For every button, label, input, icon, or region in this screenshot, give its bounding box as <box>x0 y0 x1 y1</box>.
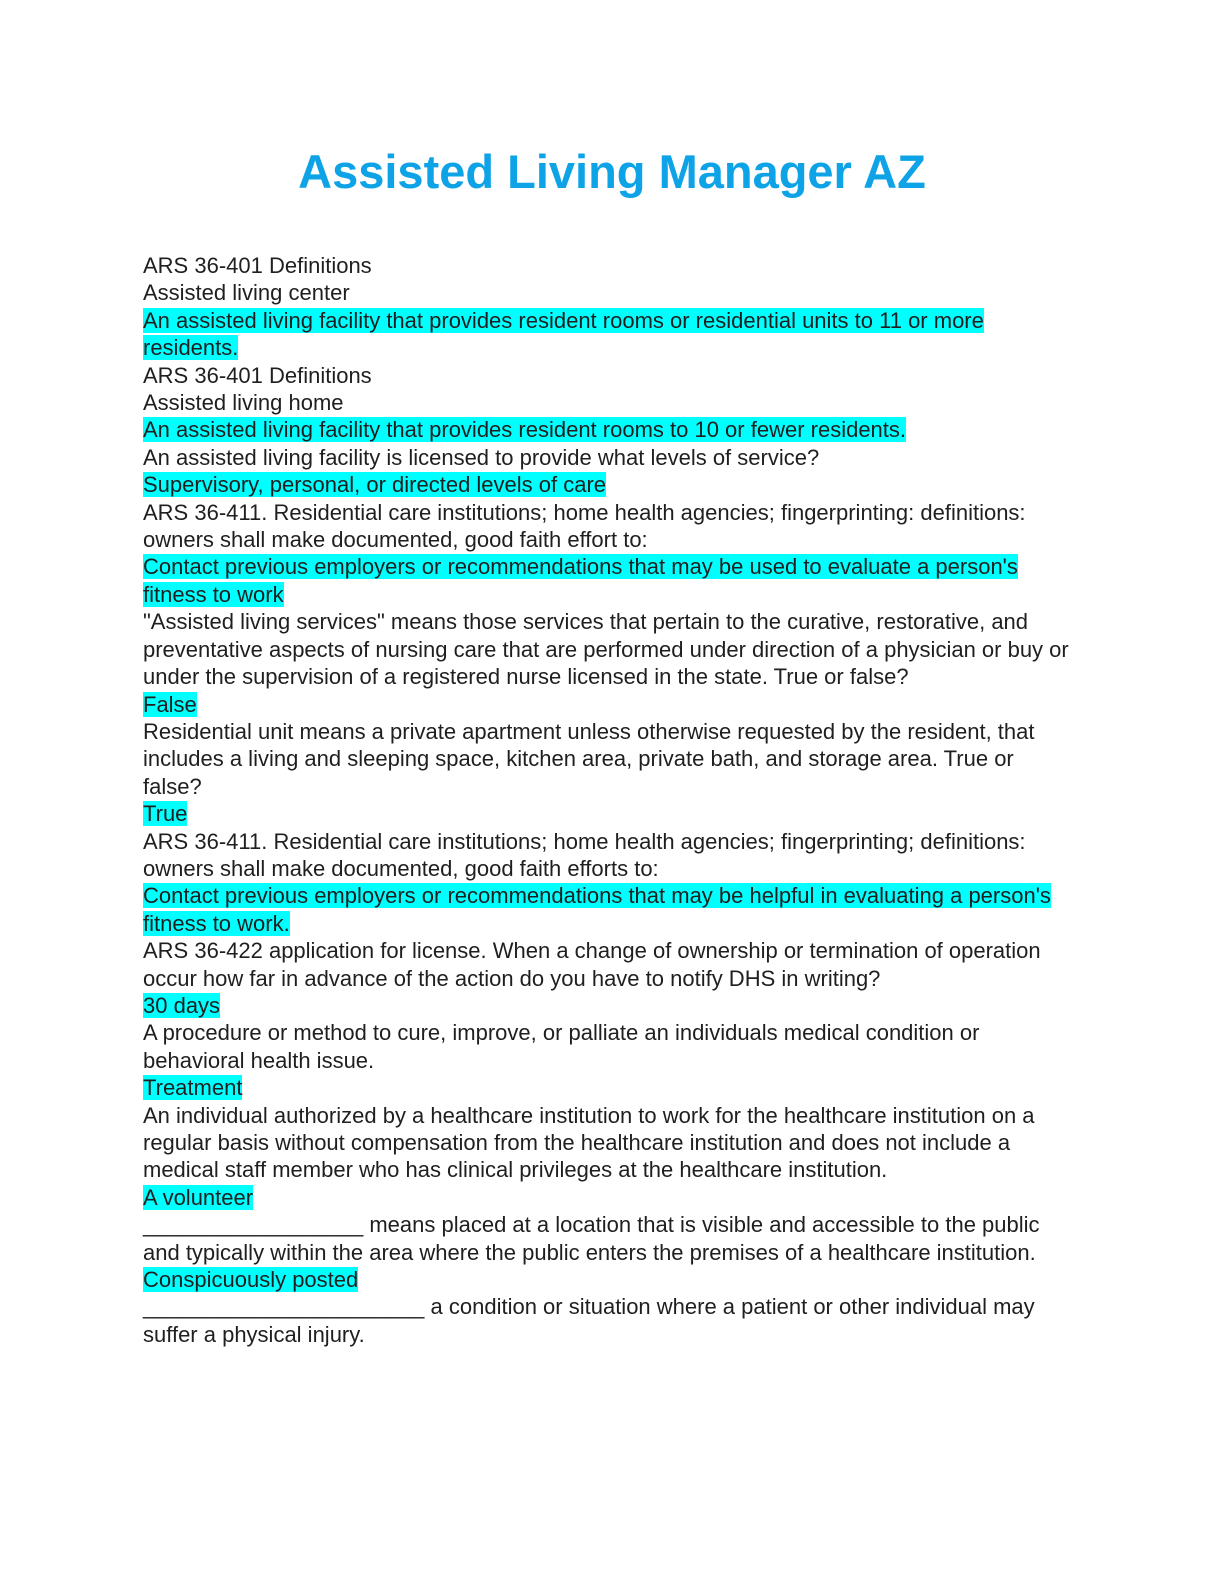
flashcard-item <box>143 828 1078 938</box>
question-text: ARS 36-411. Residential care institutions; home health agencies; fingerprinting: definitions: owners shall make documented, good faith effort to: <box>143 499 1032 553</box>
answer-text: Treatment <box>143 1075 243 1101</box>
question-text: ARS 36-411. Residential care institutions; home health agencies; fingerprinting; definitions: owners shall make documented, good faith efforts to: <box>143 828 1032 881</box>
answer-text: False <box>143 691 197 717</box>
flashcard-item <box>143 608 1078 718</box>
answer-text: An assisted living facility that provides resident rooms to 10 or fewer residents. <box>143 417 907 443</box>
question-text: ARS 36-401 Definitions Assisted living home <box>143 362 372 416</box>
question-text: "Assisted living services" means those services that pertain to the curative, restorative, and preventative aspects of nursing care that are performed under direction of a physician or buy or under the supervision of a registered nurse licensed in the state. True or false? <box>143 609 1075 690</box>
answer-text: Supervisory, personal, or directed levels of care <box>143 472 607 498</box>
answer-text: Contact previous employers or recommendations that may be used to evaluate a person's fitness to work <box>143 554 1018 607</box>
question-text: __________________ means placed at a location that is visible and accessible to the public and typically within the area where the public enters the premises of a healthcare institution. <box>143 1212 1046 1265</box>
answer-text: Conspicuously posted <box>143 1267 359 1293</box>
flashcard-item <box>143 362 1078 444</box>
answer-text: 30 days <box>143 992 221 1018</box>
answer-text: An assisted living facility that provides resident rooms or residential units to 11 or more residents. <box>143 307 984 361</box>
question-text: Residential unit means a private apartment unless otherwise requested by the resident, that includes a living and sleeping space, kitchen area, private bath, and storage area. True or false? <box>143 718 1041 799</box>
flashcard-item <box>143 252 1078 362</box>
question-text: _______________________ a condition or situation where a patient or other individual may suffer a physical injury. <box>143 1294 1041 1347</box>
flashcard-item <box>143 937 1078 1019</box>
question-text: ARS 36-422 application for license. When a change of ownership or termination of operation occur how far in advance of the action do you have to notify DHS in writing? <box>143 938 1047 991</box>
flashcard-item <box>143 1293 1078 1348</box>
question-text: An individual authorized by a healthcare institution to work for the healthcare institution on a regular basis without compensation from the healthcare institution and does not include a medical staff member who has clinical privileges at the healthcare institution. <box>143 1102 1041 1183</box>
flashcard-item <box>143 718 1078 828</box>
flashcard-list <box>143 252 1078 1348</box>
answer-text: True <box>143 801 188 827</box>
document-title: Assisted Living Manager AZ <box>298 145 926 198</box>
question-text: An assisted living facility is licensed to provide what levels of service? <box>143 444 820 470</box>
flashcard-item <box>143 1019 1078 1101</box>
flashcard-item <box>143 1102 1078 1212</box>
flashcard-item <box>143 444 1078 499</box>
question-text: ARS 36-401 Definitions Assisted living center <box>143 253 372 306</box>
flashcard-item <box>143 1211 1078 1293</box>
answer-text: Contact previous employers or recommendations that may be helpful in evaluating a person's fitness to work. <box>143 883 1051 936</box>
question-text: A procedure or method to cure, improve, or palliate an individuals medical condition or behavioral health issue. <box>143 1020 986 1073</box>
flashcard-item <box>143 499 1078 609</box>
answer-text: A volunteer <box>143 1184 254 1210</box>
